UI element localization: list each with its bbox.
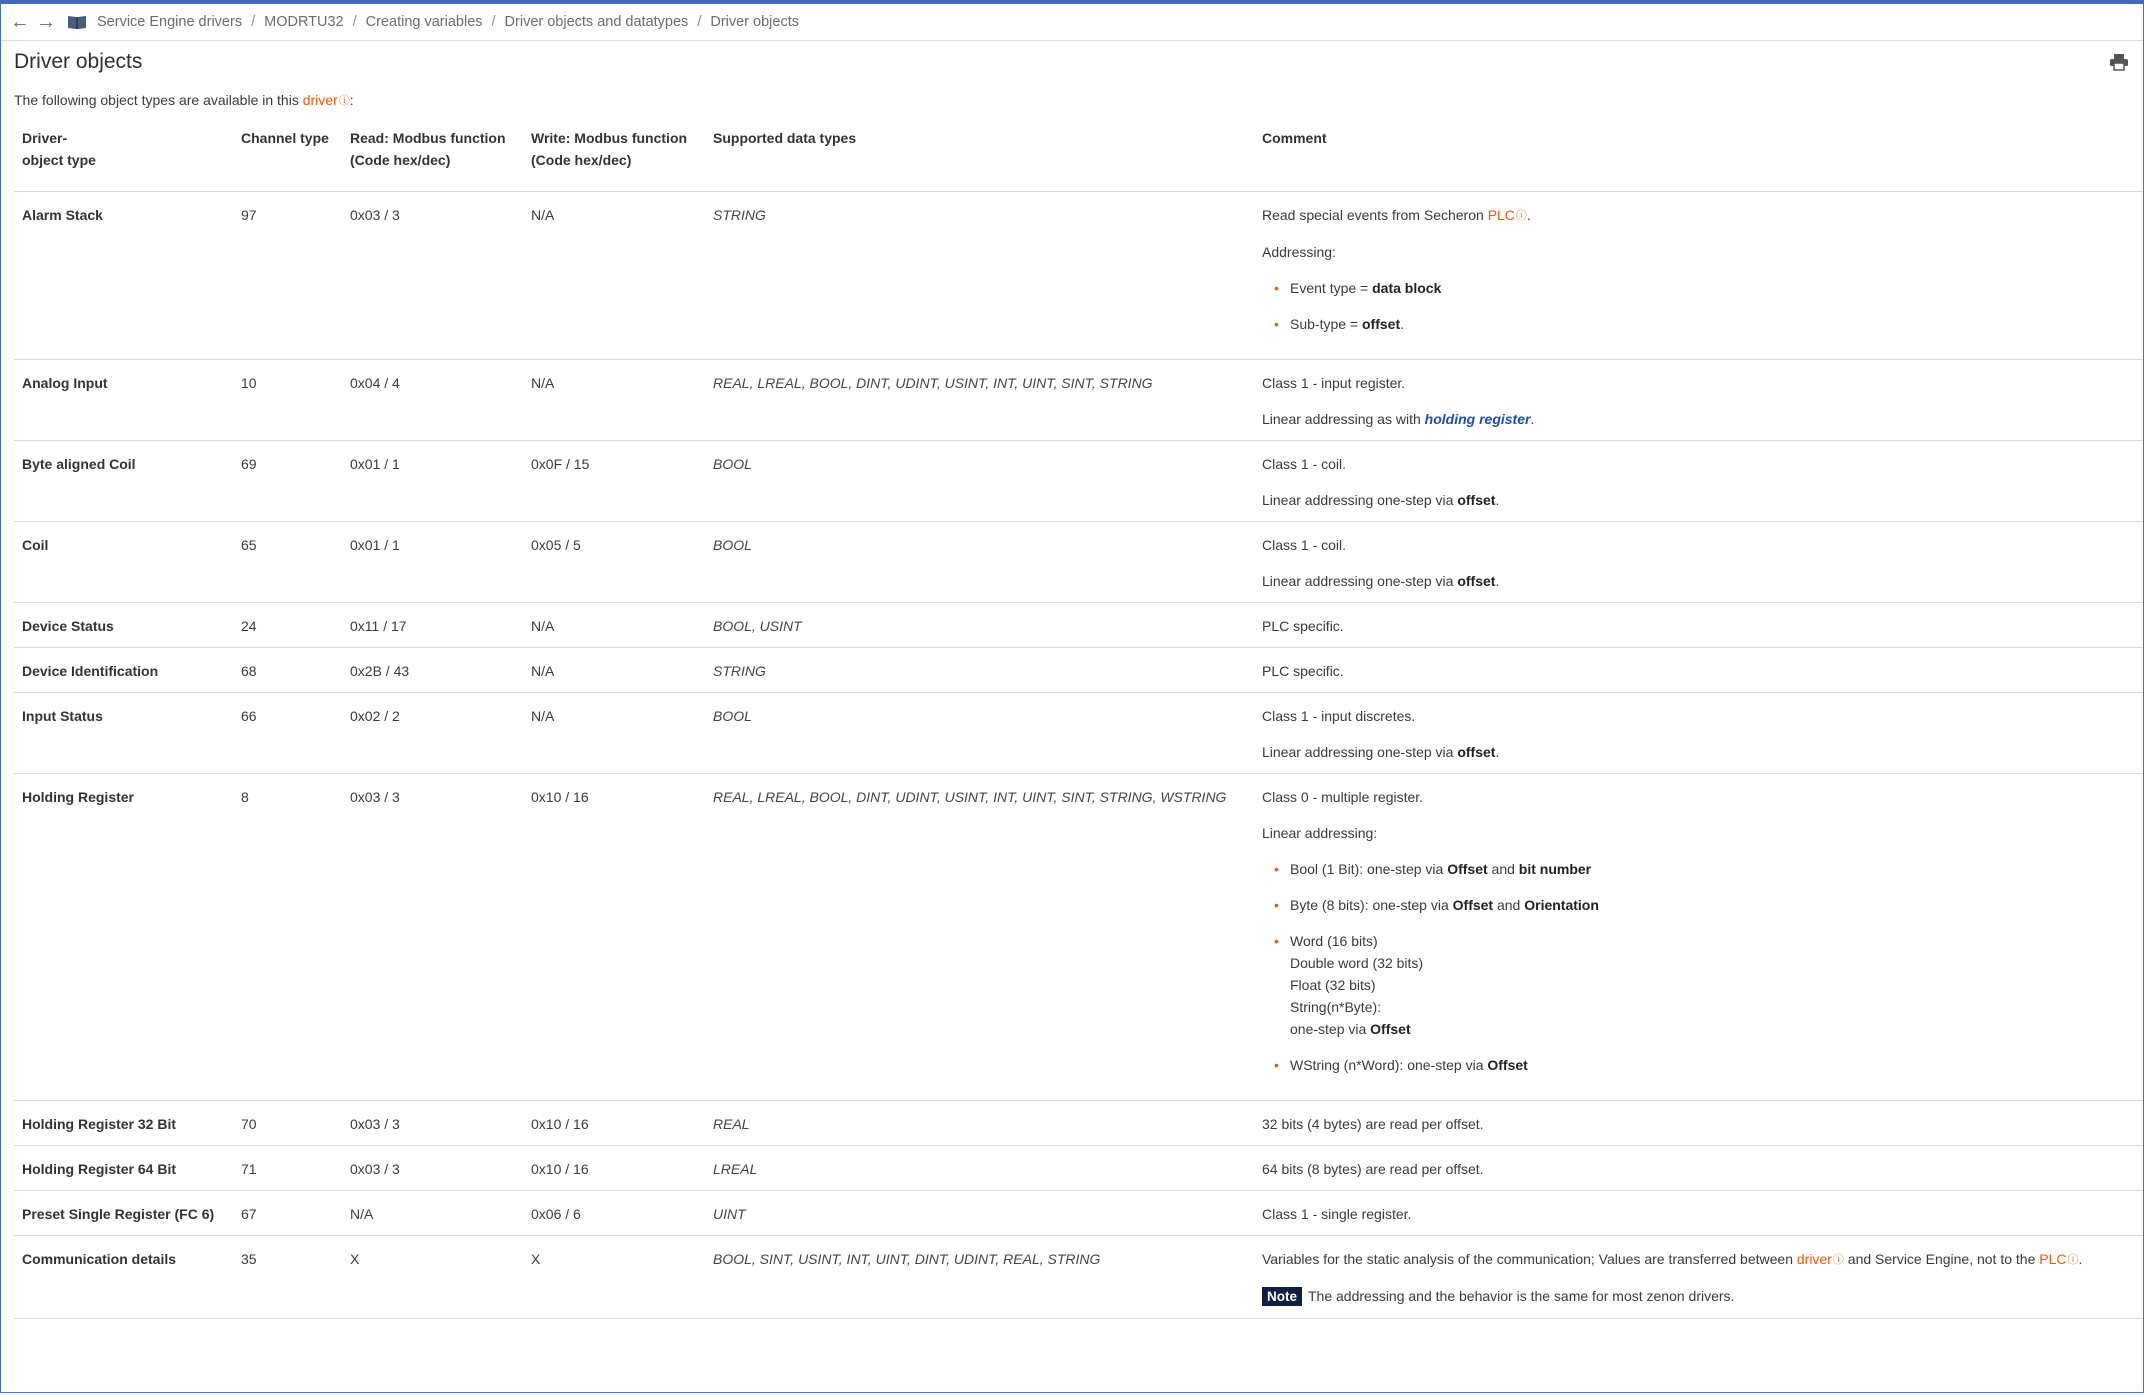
table-row	[14, 1146, 2144, 1191]
cell-datatypes: REAL	[705, 1101, 1254, 1146]
cell-comment	[1254, 441, 2144, 522]
list-item	[1282, 894, 2144, 916]
cell-channel: 65	[233, 522, 342, 603]
cell-channel: 10	[233, 360, 342, 441]
comment-text: Linear addressing one-step via	[1262, 492, 1458, 508]
cell-write: X	[523, 1236, 705, 1319]
comment-text: .	[1530, 411, 1535, 427]
comment-text: Linear addressing one-step via	[1262, 573, 1458, 589]
cell-type: Coil	[14, 522, 233, 603]
info-icon: ⓘ	[338, 95, 350, 107]
comment-bold: Offset	[1447, 861, 1488, 877]
plc-link-label[interactable]: PLC	[1487, 207, 1515, 223]
table-row	[14, 441, 2144, 522]
cell-channel: 67	[233, 1191, 342, 1236]
comment-text: Word (16 bits)	[1290, 933, 1378, 949]
cell-type: Input Status	[14, 693, 233, 774]
info-icon: ⓘ	[1832, 1254, 1844, 1266]
comment-text: .	[1526, 207, 1531, 223]
cell-type: Holding Register 32 Bit	[14, 1101, 233, 1146]
comment-paragraph: Addressing:	[1262, 244, 1336, 260]
cell-channel: 70	[233, 1101, 342, 1146]
navigation-bar	[1, 4, 2143, 41]
cell-read: 0x11 / 17	[342, 603, 523, 648]
list-item	[1282, 858, 2144, 880]
comment-text: Event type =	[1290, 280, 1373, 296]
comment-text: and Service Engine, not to the	[1843, 1251, 2040, 1267]
cell-read: 0x03 / 3	[342, 774, 523, 1101]
cell-write: 0x10 / 16	[523, 1146, 705, 1191]
breadcrumb-separator: /	[697, 14, 702, 30]
cell-comment: PLC specific.	[1254, 648, 2144, 693]
breadcrumb-separator: /	[352, 14, 357, 30]
cell-type: Device Status	[14, 603, 233, 648]
cell-read: 0x2B / 43	[342, 648, 523, 693]
comment-text: String(n*Byte):	[1290, 999, 1382, 1015]
table-row	[14, 360, 2144, 441]
cell-read: 0x02 / 2	[342, 693, 523, 774]
list-item	[1282, 313, 2144, 335]
driver-objects-table	[14, 118, 2144, 1319]
comment-paragraph	[1262, 204, 2144, 227]
cell-datatypes: BOOL	[705, 522, 1254, 603]
driver-link-label[interactable]: driver	[1796, 1251, 1832, 1267]
driver-link-label[interactable]: driver	[302, 92, 338, 108]
comment-paragraph	[1262, 489, 2144, 511]
header-object-type	[14, 118, 233, 192]
cell-channel: 8	[233, 774, 342, 1101]
breadcrumb-separator: /	[251, 14, 256, 30]
cell-datatypes: REAL, LREAL, BOOL, DINT, UDINT, USINT, INT, UINT, SINT, STRING	[705, 360, 1254, 441]
cell-write: N/A	[523, 192, 705, 360]
comment-text: WString (n*Word): one-step via	[1290, 1057, 1488, 1073]
comment-text: and	[1493, 897, 1525, 913]
cell-write: 0x10 / 16	[523, 774, 705, 1101]
breadcrumb-service-engine-drivers[interactable]: Service Engine drivers	[97, 14, 243, 30]
cell-datatypes: STRING	[705, 648, 1254, 693]
cell-comment: PLC specific.	[1254, 603, 2144, 648]
holding-register-link[interactable]: holding register	[1424, 411, 1531, 427]
header-datatypes: Supported data types	[705, 118, 1254, 192]
comment-bold: offset	[1457, 573, 1496, 589]
table-row	[14, 693, 2144, 774]
comment-text: Variables for the static analysis of the communication; Values are transferred between	[1262, 1251, 1797, 1267]
comment-bold: Offset	[1452, 897, 1494, 913]
comment-bold: data block	[1372, 280, 1442, 296]
comment-text: Sub-type =	[1290, 316, 1362, 332]
comment-list	[1262, 858, 2144, 1076]
cell-datatypes: LREAL	[705, 1146, 1254, 1191]
cell-datatypes: BOOL	[705, 693, 1254, 774]
comment-paragraph: Class 1 - input register.	[1262, 375, 1406, 391]
cell-comment	[1254, 192, 2144, 360]
comment-bold: Orientation	[1524, 897, 1599, 913]
comment-text: Byte (8 bits): one-step via	[1290, 897, 1453, 913]
cell-read: 0x01 / 1	[342, 522, 523, 603]
header-write	[523, 118, 705, 192]
comment-text: Double word (32 bits)	[1290, 955, 1424, 971]
comment-bold: Offset	[1370, 1021, 1411, 1037]
cell-comment	[1254, 360, 2144, 441]
cell-type: Alarm Stack	[14, 192, 233, 360]
table-row	[14, 1236, 2144, 1319]
cell-write: 0x10 / 16	[523, 1101, 705, 1146]
comment-paragraph	[1262, 1248, 2144, 1271]
cell-datatypes: UINT	[705, 1191, 1254, 1236]
comment-text: Float (32 bits)	[1290, 977, 1376, 993]
breadcrumb-creating-variables[interactable]: Creating variables	[365, 14, 483, 30]
intro-prefix: The following object types are available in this	[14, 92, 303, 108]
note	[1262, 1285, 2144, 1308]
cell-comment: 64 bits (8 bytes) are read per offset.	[1254, 1146, 2144, 1191]
cell-datatypes: REAL, LREAL, BOOL, DINT, UDINT, USINT, INT, UINT, SINT, STRING, WSTRING	[705, 774, 1254, 1101]
comment-text: .	[1400, 316, 1405, 332]
cell-read: 0x01 / 1	[342, 441, 523, 522]
header-read	[342, 118, 523, 192]
book-icon[interactable]	[67, 14, 87, 30]
table-row	[14, 648, 2144, 693]
cell-type: Byte aligned Coil	[14, 441, 233, 522]
cell-comment: 32 bits (4 bytes) are read per offset.	[1254, 1101, 2144, 1146]
page-title: Driver objects	[14, 50, 143, 73]
comment-bold: offset	[1457, 492, 1496, 508]
cell-write: N/A	[523, 648, 705, 693]
printer-icon[interactable]	[2109, 53, 2129, 76]
table-row	[14, 774, 2144, 1101]
cell-datatypes: STRING	[705, 192, 1254, 360]
cell-read: 0x03 / 3	[342, 192, 523, 360]
cell-comment	[1254, 774, 2144, 1101]
breadcrumb-driver-objects-and-datatypes[interactable]: Driver objects and datatypes	[504, 14, 689, 30]
driver-link[interactable]	[1797, 1251, 1844, 1267]
comment-paragraph	[1262, 408, 2144, 430]
comment-text: .	[1495, 492, 1500, 508]
comment-paragraph: Class 1 - input discretes.	[1262, 708, 1416, 724]
note-badge: Note	[1262, 1287, 1302, 1306]
plc-link[interactable]	[1488, 207, 1527, 223]
list-item	[1282, 930, 2144, 1040]
breadcrumb-modrtu32[interactable]: MODRTU32	[264, 14, 344, 30]
cell-type: Analog Input	[14, 360, 233, 441]
comment-paragraph	[1262, 741, 2144, 763]
arrow-left-icon[interactable]: ←	[10, 10, 30, 33]
comment-text: Bool (1 Bit): one-step via	[1290, 861, 1448, 877]
cell-read: 0x03 / 3	[342, 1146, 523, 1191]
breadcrumb-driver-objects: Driver objects	[710, 14, 799, 30]
header-label: Read: Modbus function	[350, 130, 506, 146]
cell-write: N/A	[523, 693, 705, 774]
cell-write: 0x06 / 6	[523, 1191, 705, 1236]
header-label: object type	[22, 152, 96, 168]
list-item	[1282, 277, 2144, 299]
cell-type: Preset Single Register (FC 6)	[14, 1191, 233, 1236]
table-row	[14, 192, 2144, 360]
comment-bold: offset	[1362, 316, 1401, 332]
cell-datatypes: BOOL, USINT	[705, 603, 1254, 648]
cell-type: Holding Register 64 Bit	[14, 1146, 233, 1191]
comment-paragraph	[1262, 570, 2144, 592]
comment-bold: offset	[1457, 744, 1496, 760]
plc-link[interactable]	[2039, 1251, 2078, 1267]
cell-type: Device Identification	[14, 648, 233, 693]
cell-write: N/A	[523, 603, 705, 648]
comment-text: one-step via	[1290, 1021, 1371, 1037]
table-row	[14, 1191, 2144, 1236]
header-label: Driver-	[22, 130, 68, 146]
comment-text: .	[1495, 744, 1500, 760]
header-comment: Comment	[1254, 118, 2144, 192]
table-row	[14, 1101, 2144, 1146]
note-text: The addressing and the behavior is the same for most zenon drivers.	[1308, 1288, 1735, 1304]
comment-text: .	[1495, 573, 1500, 589]
comment-text: and	[1487, 861, 1519, 877]
cell-read: 0x03 / 3	[342, 1101, 523, 1146]
comment-list	[1262, 277, 2144, 335]
info-icon: ⓘ	[2067, 1254, 2079, 1266]
table-row	[14, 603, 2144, 648]
header-label: (Code hex/dec)	[531, 152, 632, 168]
cell-channel: 66	[233, 693, 342, 774]
cell-comment	[1254, 522, 2144, 603]
comment-text: Linear addressing as with	[1262, 411, 1425, 427]
driver-link[interactable]	[303, 92, 350, 108]
breadcrumb-separator: /	[491, 14, 496, 30]
comment-paragraph: Class 1 - coil.	[1262, 537, 1347, 553]
header-label: Write: Modbus function	[531, 130, 688, 146]
cell-write: 0x0F / 15	[523, 441, 705, 522]
comment-paragraph: Class 0 - multiple register.	[1262, 789, 1424, 805]
cell-read: N/A	[342, 1191, 523, 1236]
table-row	[14, 522, 2144, 603]
cell-type: Communication details	[14, 1236, 233, 1319]
comment-paragraph: Class 1 - coil.	[1262, 456, 1347, 472]
header-channel-type: Channel type	[233, 118, 342, 192]
cell-read: X	[342, 1236, 523, 1319]
cell-comment	[1254, 693, 2144, 774]
cell-channel: 69	[233, 441, 342, 522]
cell-channel: 68	[233, 648, 342, 693]
cell-write: 0x05 / 5	[523, 522, 705, 603]
cell-channel: 97	[233, 192, 342, 360]
comment-bold: Offset	[1487, 1057, 1528, 1073]
comment-text: Linear addressing one-step via	[1262, 744, 1458, 760]
cell-type: Holding Register	[14, 774, 233, 1101]
cell-read: 0x04 / 4	[342, 360, 523, 441]
cell-comment: Class 1 - single register.	[1254, 1191, 2144, 1236]
cell-datatypes: BOOL	[705, 441, 1254, 522]
arrow-right-icon[interactable]: →	[36, 10, 56, 33]
cell-comment	[1254, 1236, 2144, 1319]
cell-write: N/A	[523, 360, 705, 441]
header-label: (Code hex/dec)	[350, 152, 451, 168]
comment-paragraph: Linear addressing:	[1262, 825, 1378, 841]
comment-text: Read special events from Secheron	[1262, 207, 1488, 223]
cell-channel: 71	[233, 1146, 342, 1191]
comment-text: .	[2078, 1251, 2083, 1267]
table-header-row	[14, 118, 2144, 192]
cell-channel: 24	[233, 603, 342, 648]
list-item	[1282, 1054, 2144, 1076]
intro-suffix: :	[349, 92, 354, 108]
comment-bold: bit number	[1518, 861, 1592, 877]
plc-link-label[interactable]: PLC	[2039, 1251, 2067, 1267]
intro-text	[14, 92, 2143, 118]
cell-channel: 35	[233, 1236, 342, 1319]
cell-datatypes: BOOL, SINT, USINT, INT, UINT, DINT, UDINT, REAL, STRING	[705, 1236, 1254, 1319]
info-icon: ⓘ	[1515, 210, 1527, 222]
